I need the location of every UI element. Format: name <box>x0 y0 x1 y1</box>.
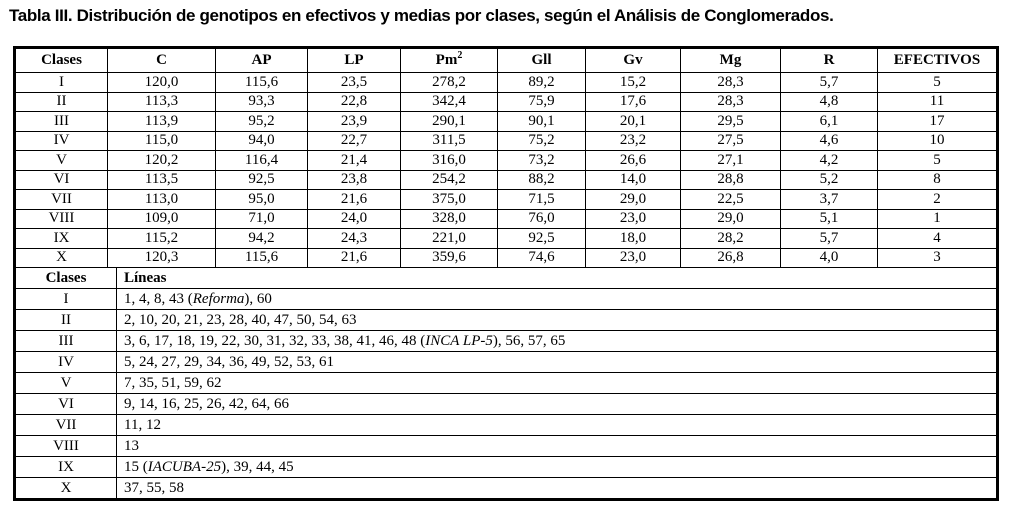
lineas-header: Líneas <box>117 268 997 289</box>
value-cell: 20,1 <box>586 112 681 132</box>
class-cell: X <box>16 248 108 268</box>
line-numbers: 1, 4, 8, 43 ( <box>124 290 193 307</box>
value-cell: 115,6 <box>216 73 308 93</box>
line-numbers: ), 60 <box>244 290 272 307</box>
value-cell: 14,0 <box>586 170 681 190</box>
value-cell: 95,2 <box>216 112 308 132</box>
lines-table-body <box>16 268 997 499</box>
efectivos-cell: 5 <box>878 151 997 171</box>
column-header-label: AP <box>251 52 272 68</box>
table-row <box>16 373 997 394</box>
value-cell: 5,1 <box>781 209 878 229</box>
class-cell: VIII <box>16 209 108 229</box>
efectivos-cell: 5 <box>878 73 997 93</box>
class-cell: X <box>16 478 117 499</box>
value-cell: 113,3 <box>108 92 216 112</box>
table-row <box>16 209 997 229</box>
column-header-label: R <box>823 52 835 68</box>
value-cell: 22,8 <box>308 92 401 112</box>
table-container <box>13 46 999 501</box>
cultivar-name: INCA LP-5 <box>425 332 493 349</box>
column-header-label: Pm <box>435 52 458 68</box>
line-numbers: 11, 12 <box>124 416 161 433</box>
value-cell: 29,5 <box>681 112 781 132</box>
value-cell: 26,8 <box>681 248 781 268</box>
class-cell: V <box>16 151 108 171</box>
column-header <box>878 49 997 73</box>
efectivos-cell: 4 <box>878 229 997 249</box>
value-cell: 74,6 <box>498 248 586 268</box>
value-cell: 76,0 <box>498 209 586 229</box>
value-cell: 21,4 <box>308 151 401 171</box>
value-cell: 4,0 <box>781 248 878 268</box>
line-numbers: 2, 10, 20, 21, 23, 28, 40, 47, 50, 54, 63 <box>124 311 357 328</box>
column-header <box>108 49 216 73</box>
value-cell: 311,5 <box>401 131 498 151</box>
value-cell: 75,9 <box>498 92 586 112</box>
value-cell: 359,6 <box>401 248 498 268</box>
class-cell: III <box>16 112 108 132</box>
table-row <box>16 352 997 373</box>
table-caption: Tabla III. Distribución de genotipos en efectivos y medias por clases, según el Análisis de Conglomerados. <box>9 6 834 25</box>
lines-cell <box>117 457 997 478</box>
value-cell: 92,5 <box>216 170 308 190</box>
table-row <box>16 73 997 93</box>
lines-cell <box>117 352 997 373</box>
value-cell: 29,0 <box>681 209 781 229</box>
table-row <box>16 310 997 331</box>
class-cell: I <box>16 73 108 93</box>
column-header <box>681 49 781 73</box>
column-header-label: Clases <box>41 52 82 68</box>
value-cell: 21,6 <box>308 248 401 268</box>
line-numbers: 7, 35, 51, 59, 62 <box>124 374 222 391</box>
column-header-label: EFECTIVOS <box>893 52 981 68</box>
value-cell: 290,1 <box>401 112 498 132</box>
table-row <box>16 131 997 151</box>
value-cell: 89,2 <box>498 73 586 93</box>
value-cell: 116,4 <box>216 151 308 171</box>
class-cell: IV <box>16 352 117 373</box>
table-row <box>16 92 997 112</box>
efectivos-cell: 10 <box>878 131 997 151</box>
column-header <box>308 49 401 73</box>
value-cell: 71,5 <box>498 190 586 210</box>
lines-cell <box>117 415 997 436</box>
value-cell: 90,1 <box>498 112 586 132</box>
class-cell: II <box>16 92 108 112</box>
value-cell: 23,9 <box>308 112 401 132</box>
value-cell: 23,0 <box>586 248 681 268</box>
class-cell: IX <box>16 229 108 249</box>
value-cell: 115,2 <box>108 229 216 249</box>
value-cell: 342,4 <box>401 92 498 112</box>
value-cell: 75,2 <box>498 131 586 151</box>
table-row <box>16 170 997 190</box>
value-cell: 95,0 <box>216 190 308 210</box>
column-header <box>781 49 878 73</box>
value-cell: 375,0 <box>401 190 498 210</box>
class-cell: II <box>16 310 117 331</box>
class-cell: IX <box>16 457 117 478</box>
class-cell: III <box>16 331 117 352</box>
clases-header: Clases <box>16 268 117 289</box>
column-header-label: LP <box>344 52 364 68</box>
header-superscript: 2 <box>457 50 463 61</box>
value-cell: 23,2 <box>586 131 681 151</box>
column-header <box>498 49 586 73</box>
table-row <box>16 436 997 457</box>
table-row <box>16 331 997 352</box>
lines-cell <box>117 310 997 331</box>
lines-cell <box>117 289 997 310</box>
means-table-body <box>16 49 997 268</box>
efectivos-cell: 17 <box>878 112 997 132</box>
value-cell: 92,5 <box>498 229 586 249</box>
value-cell: 21,6 <box>308 190 401 210</box>
value-cell: 4,8 <box>781 92 878 112</box>
column-header-label: C <box>156 52 167 68</box>
value-cell: 73,2 <box>498 151 586 171</box>
line-numbers: ), 56, 57, 65 <box>492 332 566 349</box>
class-cell: VI <box>16 394 117 415</box>
column-header <box>586 49 681 73</box>
value-cell: 115,6 <box>216 248 308 268</box>
value-cell: 120,0 <box>108 73 216 93</box>
value-cell: 71,0 <box>216 209 308 229</box>
line-numbers: 9, 14, 16, 25, 26, 42, 64, 66 <box>124 395 289 412</box>
efectivos-cell: 2 <box>878 190 997 210</box>
value-cell: 109,0 <box>108 209 216 229</box>
lines-header-row <box>16 268 997 289</box>
value-cell: 278,2 <box>401 73 498 93</box>
value-cell: 113,0 <box>108 190 216 210</box>
value-cell: 24,0 <box>308 209 401 229</box>
value-cell: 28,8 <box>681 170 781 190</box>
value-cell: 15,2 <box>586 73 681 93</box>
table-row <box>16 457 997 478</box>
value-cell: 5,7 <box>781 229 878 249</box>
cultivar-name: IACUBA-25 <box>147 458 222 475</box>
value-cell: 23,0 <box>586 209 681 229</box>
efectivos-cell: 8 <box>878 170 997 190</box>
line-numbers: 5, 24, 27, 29, 34, 36, 49, 52, 53, 61 <box>124 353 334 370</box>
value-cell: 316,0 <box>401 151 498 171</box>
value-cell: 17,6 <box>586 92 681 112</box>
table-row <box>16 289 997 310</box>
line-numbers: 37, 55, 58 <box>124 479 184 496</box>
class-cell: V <box>16 373 117 394</box>
value-cell: 28,2 <box>681 229 781 249</box>
value-cell: 94,0 <box>216 131 308 151</box>
class-cell: IV <box>16 131 108 151</box>
value-cell: 23,8 <box>308 170 401 190</box>
value-cell: 22,7 <box>308 131 401 151</box>
value-cell: 5,7 <box>781 73 878 93</box>
class-lines-table <box>15 267 997 499</box>
value-cell: 221,0 <box>401 229 498 249</box>
value-cell: 93,3 <box>216 92 308 112</box>
value-cell: 113,5 <box>108 170 216 190</box>
value-cell: 24,3 <box>308 229 401 249</box>
class-cell: VIII <box>16 436 117 457</box>
value-cell: 3,7 <box>781 190 878 210</box>
genotype-means-table <box>15 48 997 268</box>
value-cell: 94,2 <box>216 229 308 249</box>
table-row <box>16 394 997 415</box>
table-row <box>16 478 997 499</box>
table-row <box>16 229 997 249</box>
table-row <box>16 151 997 171</box>
column-header-label: Mg <box>719 52 742 68</box>
value-cell: 6,1 <box>781 112 878 132</box>
value-cell: 4,2 <box>781 151 878 171</box>
column-header <box>216 49 308 73</box>
line-numbers: ), 39, 44, 45 <box>221 458 294 475</box>
class-cell: VII <box>16 415 117 436</box>
value-cell: 27,5 <box>681 131 781 151</box>
value-cell: 254,2 <box>401 170 498 190</box>
lines-cell <box>117 436 997 457</box>
line-numbers: 3, 6, 17, 18, 19, 22, 30, 31, 32, 33, 38, 41, 46, 48 ( <box>124 332 426 349</box>
class-cell: I <box>16 289 117 310</box>
value-cell: 28,3 <box>681 73 781 93</box>
value-cell: 27,1 <box>681 151 781 171</box>
value-cell: 88,2 <box>498 170 586 190</box>
cultivar-name: Reforma <box>192 290 245 307</box>
value-cell: 22,5 <box>681 190 781 210</box>
column-header <box>16 49 108 73</box>
efectivos-cell: 3 <box>878 248 997 268</box>
lines-cell <box>117 331 997 352</box>
value-cell: 23,5 <box>308 73 401 93</box>
table-row <box>16 112 997 132</box>
value-cell: 4,6 <box>781 131 878 151</box>
value-cell: 28,3 <box>681 92 781 112</box>
table-row <box>16 248 997 268</box>
column-header <box>401 49 498 73</box>
value-cell: 115,0 <box>108 131 216 151</box>
value-cell: 328,0 <box>401 209 498 229</box>
class-cell: VII <box>16 190 108 210</box>
column-header-label: Gll <box>531 52 552 68</box>
means-header-row <box>16 49 997 73</box>
value-cell: 18,0 <box>586 229 681 249</box>
table-row <box>16 190 997 210</box>
value-cell: 29,0 <box>586 190 681 210</box>
value-cell: 120,3 <box>108 248 216 268</box>
line-numbers: 13 <box>124 437 139 454</box>
lines-cell <box>117 373 997 394</box>
value-cell: 5,2 <box>781 170 878 190</box>
value-cell: 120,2 <box>108 151 216 171</box>
line-numbers: 15 ( <box>124 458 148 475</box>
lines-cell <box>117 394 997 415</box>
efectivos-cell: 11 <box>878 92 997 112</box>
table-row <box>16 415 997 436</box>
class-cell: VI <box>16 170 108 190</box>
efectivos-cell: 1 <box>878 209 997 229</box>
column-header-label: Gv <box>623 52 643 68</box>
value-cell: 113,9 <box>108 112 216 132</box>
lines-cell <box>117 478 997 499</box>
value-cell: 26,6 <box>586 151 681 171</box>
